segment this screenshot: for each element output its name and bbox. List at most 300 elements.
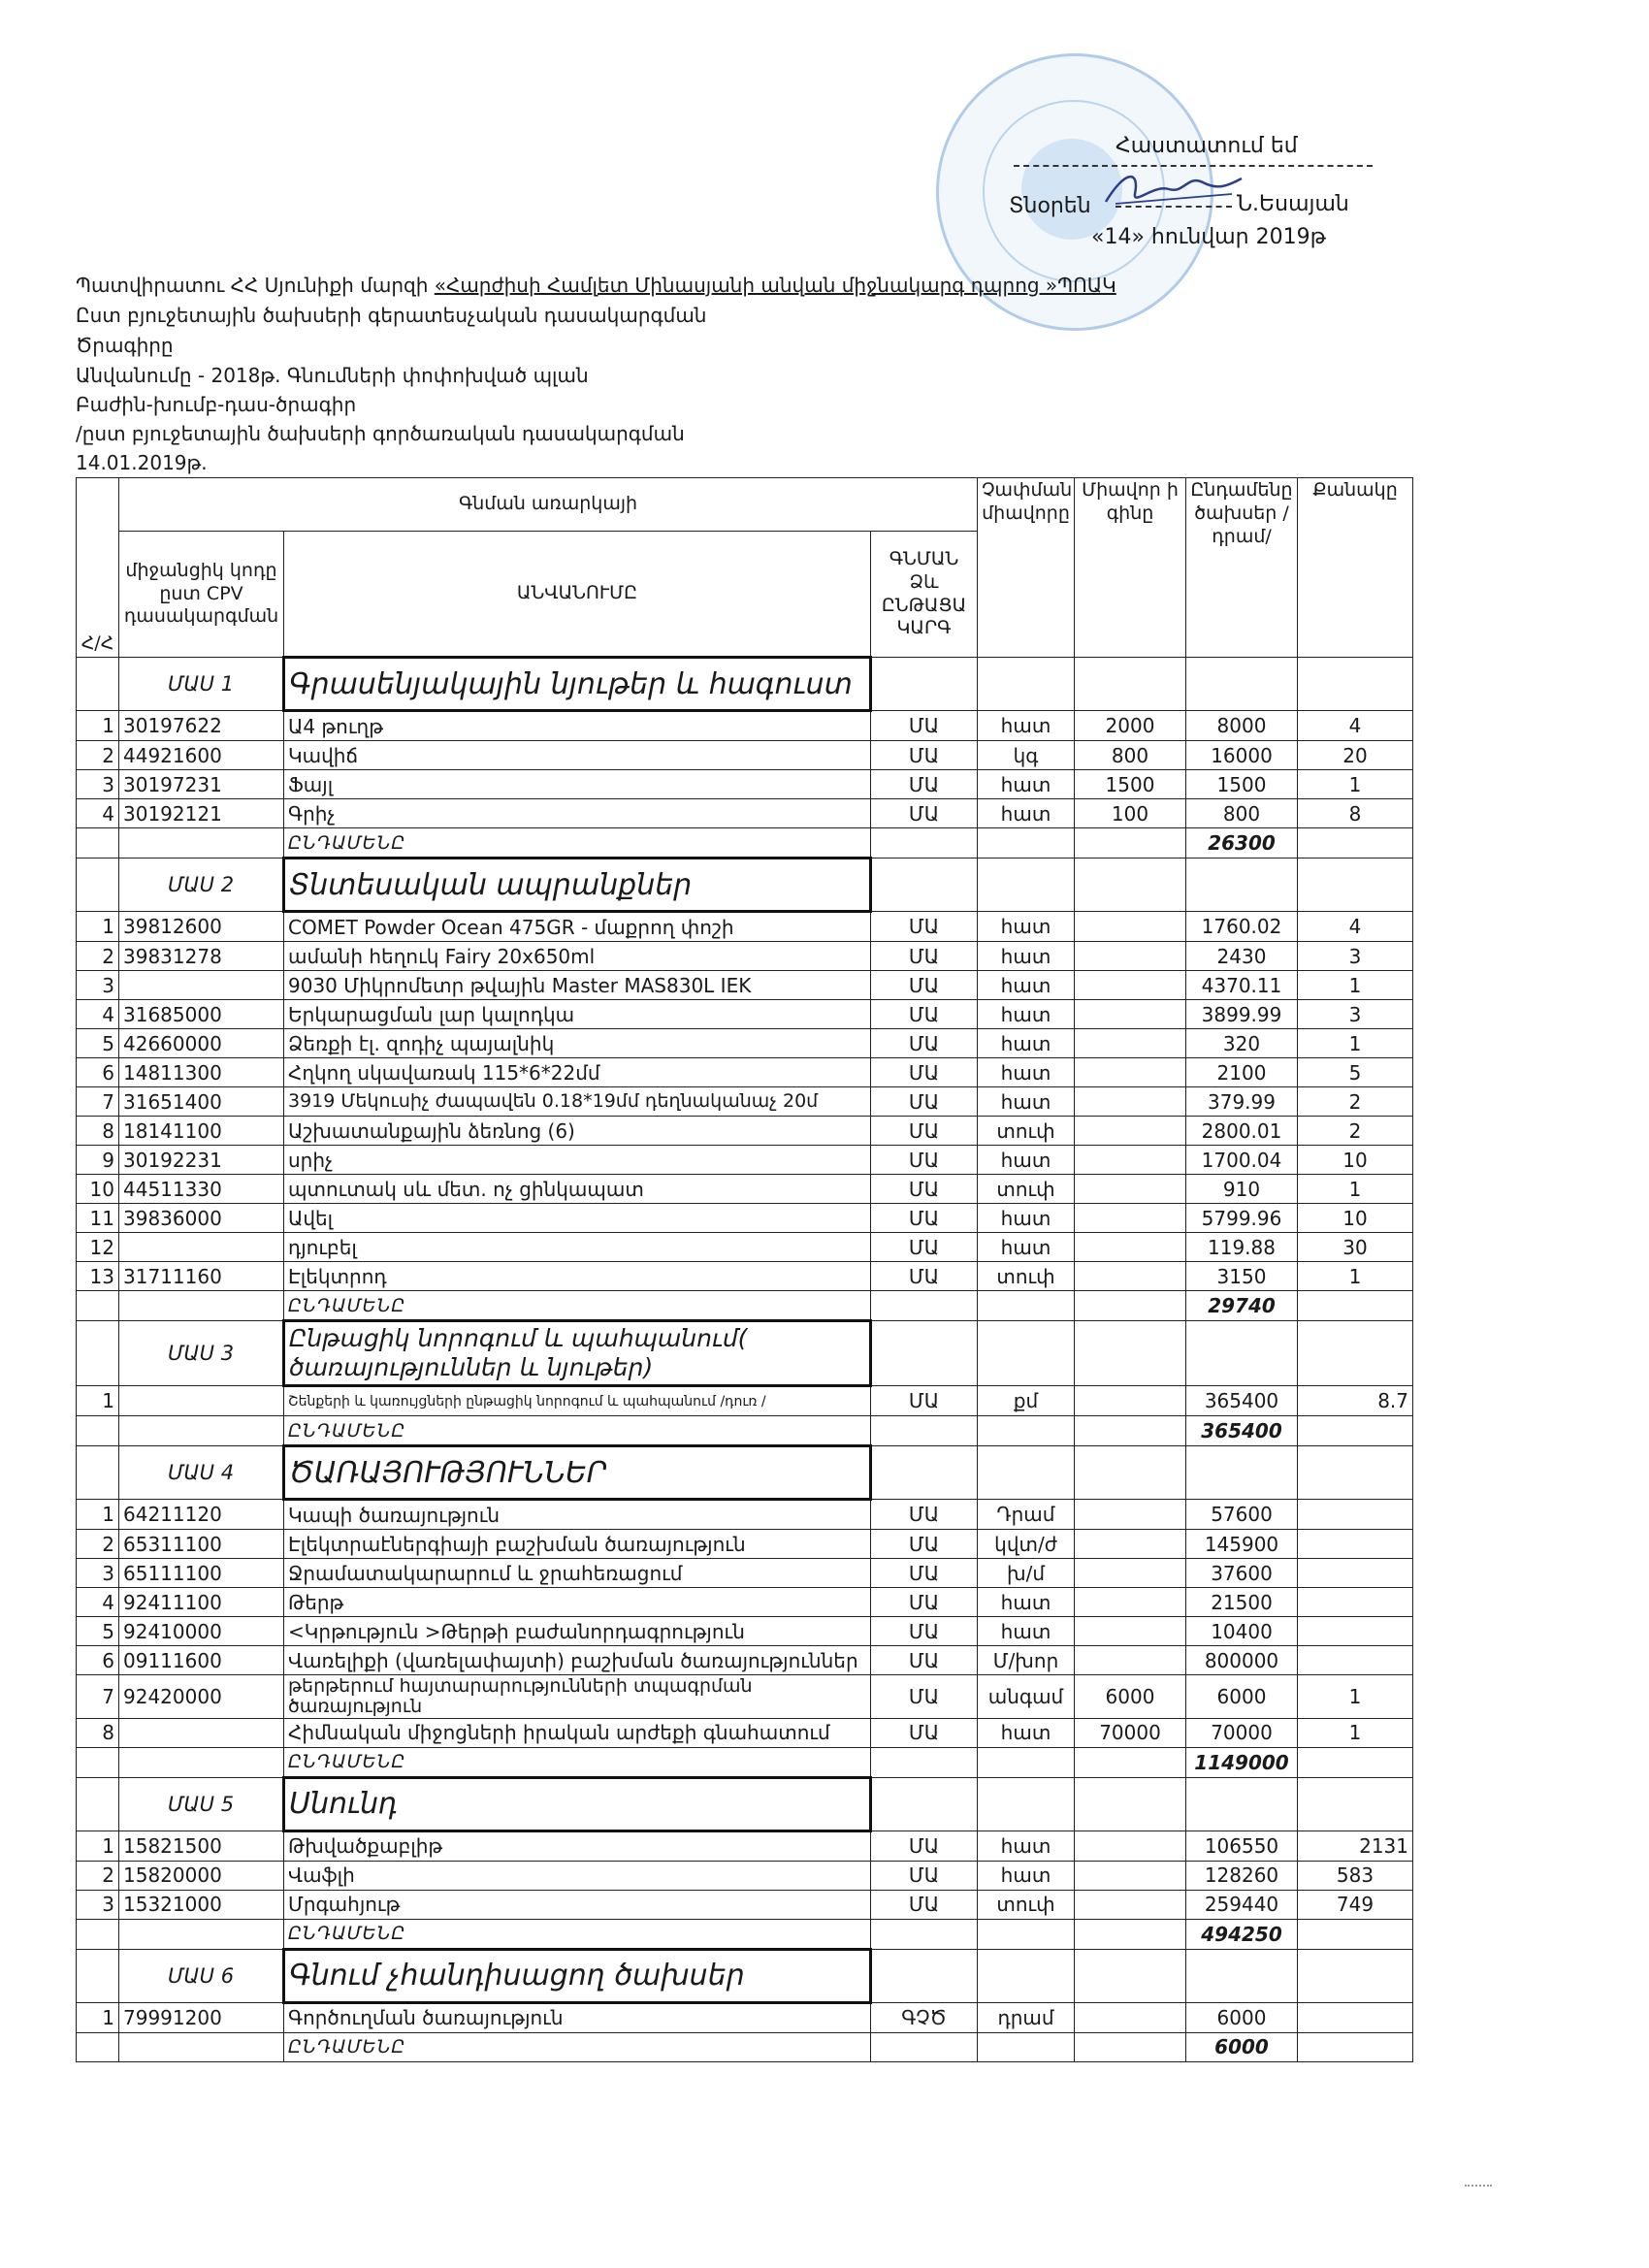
row-number: 9 xyxy=(77,1146,119,1175)
quantity: 5 xyxy=(1298,1058,1413,1087)
total-label: ԸՆԴԱՄԵՆԸ xyxy=(284,2032,871,2061)
unit-of-measure: հատ xyxy=(978,1718,1075,1747)
row-number: 7 xyxy=(77,1675,119,1719)
procedure-type: ՄԱ xyxy=(871,1646,978,1675)
section-total-row xyxy=(77,828,1413,859)
empty-cell xyxy=(119,1919,284,1949)
procedure-type: ՄԱ xyxy=(871,799,978,828)
empty-cell xyxy=(1075,1446,1186,1500)
procedure-type: ԳՉԾ xyxy=(871,2002,978,2032)
unit-of-measure: հատ xyxy=(978,1233,1075,1262)
cpv-code: 30192231 xyxy=(119,1146,284,1175)
section-total-row xyxy=(77,1416,1413,1446)
item-name: Վառելիքի (վառելափայտի) բաշխման ծառայություններ xyxy=(284,1646,871,1675)
section-total: 26300 xyxy=(1186,828,1298,859)
section-num-cell xyxy=(77,658,119,711)
unit-of-measure: հատ xyxy=(978,1204,1075,1233)
procedure-type: ՄԱ xyxy=(871,711,978,741)
procedure-type: ՄԱ xyxy=(871,1500,978,1530)
header-client xyxy=(76,274,1116,297)
cpv-code: 92420000 xyxy=(119,1675,284,1719)
page-mark xyxy=(1465,2185,1492,2187)
section-header-row xyxy=(77,1777,1413,1831)
row-number: 1 xyxy=(77,1831,119,1861)
section-header-row xyxy=(77,859,1413,912)
cpv-code xyxy=(119,1718,284,1747)
unit-price xyxy=(1075,1204,1186,1233)
total-cost: 2430 xyxy=(1186,942,1298,971)
quantity: 1 xyxy=(1298,1675,1413,1719)
item-name: COMET Powder Ocean 475GR - մաքրող փոշի xyxy=(284,912,871,942)
total-cost: 320 xyxy=(1186,1029,1298,1058)
cpv-code: 39836000 xyxy=(119,1204,284,1233)
unit-of-measure: հատ xyxy=(978,1058,1075,1087)
empty-cell xyxy=(1075,1321,1186,1386)
procedure-type: ՄԱ xyxy=(871,1861,978,1890)
row-number: 3 xyxy=(77,1559,119,1588)
procedure-type: ՄԱ xyxy=(871,1675,978,1719)
table-row xyxy=(77,1675,1413,1719)
total-cost: 128260 xyxy=(1186,1861,1298,1890)
empty-cell xyxy=(77,1291,119,1321)
cpv-code xyxy=(119,971,284,1000)
empty-cell xyxy=(119,1416,284,1446)
total-cost: 10400 xyxy=(1186,1617,1298,1646)
section-code: ՄԱՍ 1 xyxy=(119,658,284,711)
unit-of-measure: հատ xyxy=(978,770,1075,799)
empty-cell xyxy=(978,1777,1075,1831)
unit-price xyxy=(1075,1386,1186,1416)
procedure-type: ՄԱ xyxy=(871,1831,978,1861)
row-number: 3 xyxy=(77,971,119,1000)
cpv-code: 42660000 xyxy=(119,1029,284,1058)
empty-cell xyxy=(871,1777,978,1831)
approval-date: «14» հունվար 2019թ xyxy=(1091,225,1326,249)
item-name: Ֆայլ xyxy=(284,770,871,799)
section-header-row xyxy=(77,1321,1413,1386)
quantity: 1 xyxy=(1298,971,1413,1000)
unit-price xyxy=(1075,1861,1186,1890)
row-number: 6 xyxy=(77,1646,119,1675)
table-row xyxy=(77,1175,1413,1204)
item-name: սրիչ xyxy=(284,1146,871,1175)
table-row xyxy=(77,1831,1413,1861)
row-number: 1 xyxy=(77,1386,119,1416)
empty-cell xyxy=(871,1919,978,1949)
total-cost: 2800.01 xyxy=(1186,1117,1298,1146)
total-cost: 3899.99 xyxy=(1186,1000,1298,1029)
unit-of-measure: կվտ/ժ xyxy=(978,1530,1075,1559)
cpv-code: 65111100 xyxy=(119,1559,284,1588)
header-division: Բաժին-խումբ-դաս-ծրագիր xyxy=(76,393,357,416)
procedure-type: ՄԱ xyxy=(871,1588,978,1617)
total-cost: 119.88 xyxy=(1186,1233,1298,1262)
section-total: 6000 xyxy=(1186,2032,1298,2061)
section-code: ՄԱՍ 2 xyxy=(119,859,284,912)
empty-cell xyxy=(1298,828,1413,859)
item-name: Ավել xyxy=(284,1204,871,1233)
empty-cell xyxy=(1075,2032,1186,2061)
row-number: 6 xyxy=(77,1058,119,1087)
unit-of-measure: հատ xyxy=(978,1831,1075,1861)
row-number: 3 xyxy=(77,1890,119,1919)
item-name: Մրգահյութ xyxy=(284,1890,871,1919)
procurement-plan-table xyxy=(76,477,1413,2062)
unit-price xyxy=(1075,1646,1186,1675)
unit-price xyxy=(1075,1588,1186,1617)
table-row xyxy=(77,1386,1413,1416)
table-row xyxy=(77,1861,1413,1890)
total-cost: 5799.96 xyxy=(1186,1204,1298,1233)
total-cost: 1500 xyxy=(1186,770,1298,799)
quantity: 30 xyxy=(1298,1233,1413,1262)
unit-of-measure: հատ xyxy=(978,912,1075,942)
unit-price: 800 xyxy=(1075,741,1186,770)
empty-cell xyxy=(77,1919,119,1949)
col-procedure: ԳՆՄԱՆ Ձև ԸՆԹԱՑԱ ԿԱՐԳ xyxy=(871,532,978,658)
unit-price: 100 xyxy=(1075,799,1186,828)
cpv-code: 30197231 xyxy=(119,770,284,799)
empty-cell xyxy=(1186,1949,1298,2002)
section-total-row xyxy=(77,2032,1413,2061)
empty-cell xyxy=(978,1747,1075,1777)
empty-cell xyxy=(77,828,119,859)
item-name: Երկարացման լար կալոդկա xyxy=(284,1000,871,1029)
procedure-type: ՄԱ xyxy=(871,1204,978,1233)
unit-price xyxy=(1075,2002,1186,2032)
empty-cell xyxy=(1298,1949,1413,2002)
row-number: 1 xyxy=(77,912,119,942)
total-cost: 8000 xyxy=(1186,711,1298,741)
total-cost: 1760.02 xyxy=(1186,912,1298,942)
procedure-type: ՄԱ xyxy=(871,1617,978,1646)
unit-price xyxy=(1075,1087,1186,1117)
procedure-type: ՄԱ xyxy=(871,1029,978,1058)
quantity: 749 xyxy=(1298,1890,1413,1919)
empty-cell xyxy=(978,1291,1075,1321)
total-label: ԸՆԴԱՄԵՆԸ xyxy=(284,828,871,859)
col-subject: Գնման առարկայի xyxy=(119,478,978,532)
unit-price xyxy=(1075,1029,1186,1058)
table-row xyxy=(77,1559,1413,1588)
empty-cell xyxy=(1298,658,1413,711)
empty-cell xyxy=(119,1291,284,1321)
total-cost: 365400 xyxy=(1186,1386,1298,1416)
section-num-cell xyxy=(77,1777,119,1831)
empty-cell xyxy=(1298,1446,1413,1500)
total-cost: 16000 xyxy=(1186,741,1298,770)
item-name: 3919 Մեկուսիչ ժապավեն 0.18*19մմ դեղնականաչ 20մ xyxy=(284,1087,871,1117)
director-name: Ն.Եսայան xyxy=(1237,192,1349,216)
cpv-code: 30192121 xyxy=(119,799,284,828)
col-unit-price: Միավոր ի գինը xyxy=(1075,478,1186,658)
table-row xyxy=(77,1233,1413,1262)
item-name: Գործուղման ծառայություն xyxy=(284,2002,871,2032)
item-name: Ջրամատակարարում և ջրահեռացում xyxy=(284,1559,871,1588)
item-name: 9030 Միկրոմետր թվային Master MAS830L IEK xyxy=(284,971,871,1000)
empty-cell xyxy=(1186,1321,1298,1386)
row-number: 8 xyxy=(77,1117,119,1146)
header-client-prefix: Պատվիրատու ՀՀ Սյունիքի մարզի xyxy=(76,274,435,297)
table-row xyxy=(77,1117,1413,1146)
empty-cell xyxy=(1075,859,1186,912)
empty-cell xyxy=(1298,1747,1413,1777)
unit-of-measure: դրամ xyxy=(978,2002,1075,2032)
cpv-code: 39812600 xyxy=(119,912,284,942)
empty-cell xyxy=(871,2032,978,2061)
item-name: Վաֆլի xyxy=(284,1861,871,1890)
table-row xyxy=(77,1500,1413,1530)
table-row xyxy=(77,2002,1413,2032)
unit-of-measure: տուփ xyxy=(978,1262,1075,1291)
quantity: 3 xyxy=(1298,1000,1413,1029)
empty-cell xyxy=(119,2032,284,2061)
approval-title: Հաստատում եմ xyxy=(1116,134,1298,158)
empty-cell xyxy=(1075,1919,1186,1949)
unit-price xyxy=(1075,942,1186,971)
unit-price xyxy=(1075,1559,1186,1588)
total-cost: 1700.04 xyxy=(1186,1146,1298,1175)
item-name: Գրիչ xyxy=(284,799,871,828)
cpv-code: 92411100 xyxy=(119,1588,284,1617)
total-cost: 6000 xyxy=(1186,1675,1298,1719)
quantity xyxy=(1298,1588,1413,1617)
table-row xyxy=(77,1262,1413,1291)
unit-of-measure: Դրամ xyxy=(978,1500,1075,1530)
table-row xyxy=(77,971,1413,1000)
total-cost: 800000 xyxy=(1186,1646,1298,1675)
empty-cell xyxy=(871,1291,978,1321)
section-header-row xyxy=(77,1949,1413,2002)
unit-of-measure: հատ xyxy=(978,1029,1075,1058)
row-number: 2 xyxy=(77,1530,119,1559)
empty-cell xyxy=(1298,1291,1413,1321)
total-cost: 6000 xyxy=(1186,2002,1298,2032)
unit-price xyxy=(1075,971,1186,1000)
row-number: 8 xyxy=(77,1718,119,1747)
section-header-row xyxy=(77,1446,1413,1500)
item-name: <Կրթություն >Թերթի բաժանորդագրություն xyxy=(284,1617,871,1646)
section-header-row xyxy=(77,658,1413,711)
cpv-code: 09111600 xyxy=(119,1646,284,1675)
section-code: ՄԱՍ 4 xyxy=(119,1446,284,1500)
procedure-type: ՄԱ xyxy=(871,741,978,770)
procedure-type: ՄԱ xyxy=(871,1718,978,1747)
cpv-code: 44921600 xyxy=(119,741,284,770)
empty-cell xyxy=(1298,859,1413,912)
unit-price xyxy=(1075,1058,1186,1087)
table-row xyxy=(77,1204,1413,1233)
empty-cell xyxy=(1075,1291,1186,1321)
unit-of-measure: հատ xyxy=(978,1000,1075,1029)
item-name: Ա4 թուղթ xyxy=(284,711,871,741)
cpv-code: 18141100 xyxy=(119,1117,284,1146)
section-title: Գնում չհանդիսացող ծախսեր xyxy=(284,1949,871,2002)
quantity xyxy=(1298,1530,1413,1559)
table-row xyxy=(77,912,1413,942)
row-number: 4 xyxy=(77,799,119,828)
unit-of-measure: հատ xyxy=(978,1861,1075,1890)
cpv-code xyxy=(119,1233,284,1262)
empty-cell xyxy=(871,1416,978,1446)
procedure-type: ՄԱ xyxy=(871,1386,978,1416)
table-row xyxy=(77,1000,1413,1029)
total-cost: 21500 xyxy=(1186,1588,1298,1617)
item-name: Աշխատանքային ձեռնոց (6) xyxy=(284,1117,871,1146)
quantity xyxy=(1298,1646,1413,1675)
section-code: ՄԱՍ 6 xyxy=(119,1949,284,2002)
quantity: 10 xyxy=(1298,1204,1413,1233)
unit-of-measure: հատ xyxy=(978,711,1075,741)
item-name: դյուբել xyxy=(284,1233,871,1262)
quantity: 4 xyxy=(1298,711,1413,741)
unit-of-measure: հատ xyxy=(978,1588,1075,1617)
empty-cell xyxy=(1298,1919,1413,1949)
quantity: 1 xyxy=(1298,770,1413,799)
quantity: 3 xyxy=(1298,942,1413,971)
total-cost: 145900 xyxy=(1186,1530,1298,1559)
item-name: թերթերում հայտարարությունների տպագրման ծառայություն xyxy=(284,1675,871,1719)
empty-cell xyxy=(871,828,978,859)
col-row-num: Հ/Հ xyxy=(77,478,119,658)
row-number: 4 xyxy=(77,1588,119,1617)
empty-cell xyxy=(1298,1321,1413,1386)
quantity: 1 xyxy=(1298,1262,1413,1291)
unit-price xyxy=(1075,1146,1186,1175)
unit-of-measure: անգամ xyxy=(978,1675,1075,1719)
item-name: Կավիճ xyxy=(284,741,871,770)
col-cpv: միջանցիկ կոդը ըստ CPV դասակարգման xyxy=(119,532,284,658)
empty-cell xyxy=(978,1416,1075,1446)
quantity: 20 xyxy=(1298,741,1413,770)
empty-cell xyxy=(871,1949,978,2002)
quantity: 4 xyxy=(1298,912,1413,942)
procedure-type: ՄԱ xyxy=(871,1530,978,1559)
unit-of-measure: հատ xyxy=(978,799,1075,828)
procedure-type: ՄԱ xyxy=(871,1146,978,1175)
total-cost: 57600 xyxy=(1186,1500,1298,1530)
section-code: ՄԱՍ 3 xyxy=(119,1321,284,1386)
quantity: 8.7 xyxy=(1298,1386,1413,1416)
quantity: 8 xyxy=(1298,799,1413,828)
item-name: Հղկող սկավառակ 115*6*22մմ xyxy=(284,1058,871,1087)
quantity: 583 xyxy=(1298,1861,1413,1890)
procedure-type: ՄԱ xyxy=(871,1559,978,1588)
unit-price xyxy=(1075,1530,1186,1559)
signature-line xyxy=(1116,206,1232,208)
quantity xyxy=(1298,2002,1413,2032)
total-cost: 259440 xyxy=(1186,1890,1298,1919)
unit-of-measure: հատ xyxy=(978,1087,1075,1117)
quantity: 1 xyxy=(1298,1029,1413,1058)
procedure-type: ՄԱ xyxy=(871,1117,978,1146)
empty-cell xyxy=(1075,658,1186,711)
table-row xyxy=(77,711,1413,741)
item-name: պտուտակ սև մետ. ոչ ցինկապատ xyxy=(284,1175,871,1204)
procedure-type: ՄԱ xyxy=(871,1262,978,1291)
cpv-code: 14811300 xyxy=(119,1058,284,1087)
procedure-type: ՄԱ xyxy=(871,770,978,799)
row-number: 4 xyxy=(77,1000,119,1029)
unit-price xyxy=(1075,1117,1186,1146)
empty-cell xyxy=(1075,1416,1186,1446)
unit-price: 1500 xyxy=(1075,770,1186,799)
unit-of-measure: խ/մ xyxy=(978,1559,1075,1588)
unit-price xyxy=(1075,1617,1186,1646)
unit-price xyxy=(1075,1000,1186,1029)
unit-of-measure: տուփ xyxy=(978,1890,1075,1919)
section-total: 494250 xyxy=(1186,1919,1298,1949)
cpv-code: 79991200 xyxy=(119,2002,284,2032)
cpv-code: 31651400 xyxy=(119,1087,284,1117)
empty-cell xyxy=(978,658,1075,711)
section-num-cell xyxy=(77,1321,119,1386)
section-num-cell xyxy=(77,859,119,912)
section-num-cell xyxy=(77,1446,119,1500)
cpv-code: 92410000 xyxy=(119,1617,284,1646)
unit-of-measure: հատ xyxy=(978,942,1075,971)
quantity: 1 xyxy=(1298,1718,1413,1747)
section-total-row xyxy=(77,1747,1413,1777)
empty-cell xyxy=(77,2032,119,2061)
item-name: Թերթ xyxy=(284,1588,871,1617)
empty-cell xyxy=(871,1321,978,1386)
empty-cell xyxy=(119,828,284,859)
row-number: 2 xyxy=(77,1861,119,1890)
row-number: 1 xyxy=(77,711,119,741)
header-date: 14.01.2019թ. xyxy=(76,451,208,474)
unit-of-measure: հատ xyxy=(978,1617,1075,1646)
table-row xyxy=(77,1058,1413,1087)
section-title: Ընթացիկ նորոգում և պահպանում( ծառայություններ և նյութեր) xyxy=(284,1321,871,1386)
total-label: ԸՆԴԱՄԵՆԸ xyxy=(284,1747,871,1777)
unit-price xyxy=(1075,1175,1186,1204)
table-row xyxy=(77,741,1413,770)
empty-cell xyxy=(119,1747,284,1777)
table-row xyxy=(77,1530,1413,1559)
total-cost: 70000 xyxy=(1186,1718,1298,1747)
empty-cell xyxy=(1298,2032,1413,2061)
table-row xyxy=(77,799,1413,828)
total-cost: 2100 xyxy=(1186,1058,1298,1087)
procedure-type: ՄԱ xyxy=(871,971,978,1000)
cpv-code: 15321000 xyxy=(119,1890,284,1919)
unit-price xyxy=(1075,1233,1186,1262)
header-classification: Ըստ բյուջետային ծախսերի գերատեսչական դասակարգման xyxy=(76,304,707,327)
item-name: Շենքերի և կառույցների ընթացիկ նորոգում և պահպանում /դուռ / xyxy=(284,1386,871,1416)
section-title: Սնունդ xyxy=(284,1777,871,1831)
total-cost: 379.99 xyxy=(1186,1087,1298,1117)
unit-of-measure: հատ xyxy=(978,971,1075,1000)
total-cost: 37600 xyxy=(1186,1559,1298,1588)
row-number: 1 xyxy=(77,2002,119,2032)
header-client-org: «Հարժիսի Համլետ Մինասյանի անվան միջնակարգ դպրոց »ՊՈԱԿ xyxy=(434,274,1116,297)
row-number: 11 xyxy=(77,1204,119,1233)
item-name: Էլեկտրաէներգիայի բաշխման ծառայություն xyxy=(284,1530,871,1559)
section-total-row xyxy=(77,1291,1413,1321)
row-number: 7 xyxy=(77,1087,119,1117)
cpv-code: 44511330 xyxy=(119,1175,284,1204)
col-total: Ընդամենը ծախսեր / դրամ/ xyxy=(1186,478,1298,658)
unit-price: 2000 xyxy=(1075,711,1186,741)
section-total: 1149000 xyxy=(1186,1747,1298,1777)
quantity xyxy=(1298,1500,1413,1530)
quantity xyxy=(1298,1559,1413,1588)
header-functional: /ըստ բյուջետային ծախսերի գործառական դասակարգման xyxy=(76,422,685,445)
director-label: Տնօրեն xyxy=(1009,194,1091,218)
unit-price xyxy=(1075,1262,1186,1291)
procedure-type: ՄԱ xyxy=(871,1890,978,1919)
